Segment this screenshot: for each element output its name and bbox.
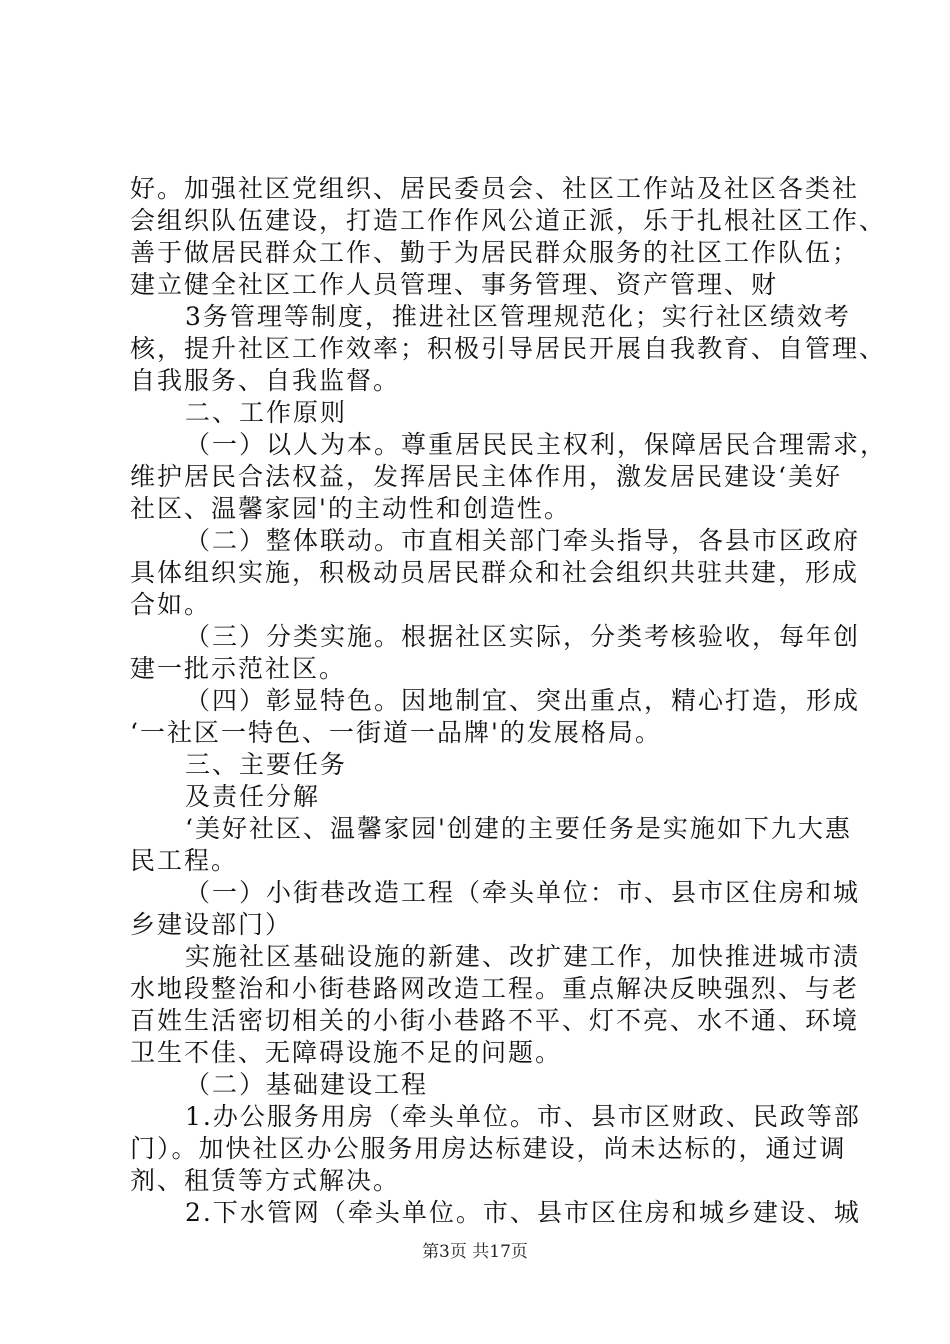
body-line-14: 合如。 [130,590,212,619]
body-line-4: 建立健全社区工作人员管理、事务管理、资产管理、财 [130,270,779,299]
page-footer: 第3页 共17页 [422,1242,528,1262]
body-line-31: 门）。加快社区办公服务用房达标建设，尚未达标的，通过调 [130,1134,847,1163]
body-line-15: （三）分类实施。根据社区实际，分类考核验收，每年创 [185,622,861,651]
body-line-17: （四）彰显特色。因地制宜、突出重点，精心打造，形成 [185,686,861,715]
body-line-27: 百姓生活密切相关的小街小巷路不平、灯不亮、水不通、环境 [130,1006,860,1035]
body-line-26: 水地段整治和小街巷路网改造工程。重点解决反映强烈、与老 [130,974,860,1003]
section-heading-3: 三、主要任务 [185,750,348,779]
body-line-21: ‘美好社区、温馨家园'创建的主要任务是实施如下九大惠 [185,814,852,843]
body-line-23: （一）小街巷改造工程（牵头单位：市、县市区住房和城 [185,878,861,907]
body-line-10: 维护居民合法权益，发挥居民主体作用，激发居民建设‘美好 [130,462,842,491]
body-line-11: 社区、温馨家园'的主动性和创造性。 [130,494,571,523]
section-heading-2: 二、工作原则 [185,398,348,427]
body-line-28: 卫生不佳、无障碍设施不足的问题。 [130,1038,563,1067]
body-line-33: 2.下水管网（牵头单位。市、县市区住房和城乡建设、城 [185,1198,861,1227]
body-line-2: 会组织队伍建设，打造工作作风公道正派，乐于扎根社区工作、 [130,206,887,235]
body-line-12: （二）整体联动。市直相关部门牵头指导，各县市区政府 [185,526,861,555]
body-line-9: （一）以人为本。尊重居民民主权利，保障居民合理需求， [185,430,888,459]
body-line-7: 自我服务、自我监督。 [130,366,401,395]
body-line-24: 乡建设部门） [130,910,293,939]
body-line-22: 民工程。 [130,846,239,875]
body-line-13: 具体组织实施，积极动员居民群众和社会组织共驻共建，形成 [130,558,860,587]
body-line-25: 实施社区基础设施的新建、改扩建工作，加快推进城市渍 [185,942,861,971]
body-line-29: （二）基础建设工程 [185,1070,429,1099]
body-line-6: 核，提升社区工作效率；积极引导居民开展自我教育、自管理、 [130,334,887,363]
body-line-20: 及责任分解 [185,782,321,811]
body-line-30: 1.办公服务用房（牵头单位。市、县市区财政、民政等部 [185,1102,861,1131]
body-line-3: 善于做居民群众工作、勤于为居民群众服务的社区工作队伍； [130,238,860,267]
body-line-5: 3务管理等制度，推进社区管理规范化；实行社区绩效考 [185,302,851,331]
body-line-16: 建一批示范社区。 [130,654,347,683]
body-line-18: ‘一社区一特色、一街道一品牌'的发展格局。 [130,718,662,747]
body-line-32: 剂、租赁等方式解决。 [130,1166,401,1195]
body-line-1: 好。加强社区党组织、居民委员会、社区工作站及社区各类社 [130,174,860,203]
